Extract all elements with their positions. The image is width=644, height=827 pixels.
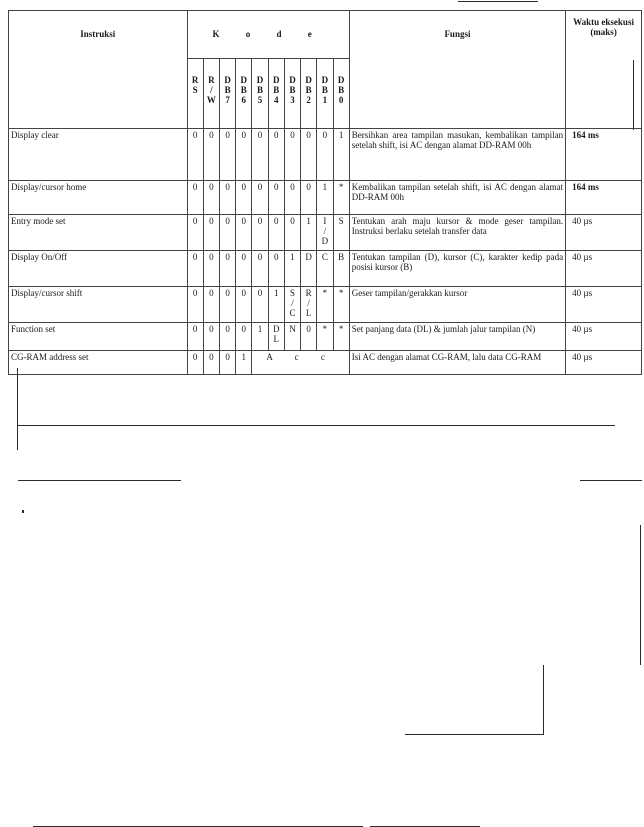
bit-cell: D [301, 251, 317, 287]
bit-cell: N [284, 323, 300, 351]
header-instruksi: Instruksi [9, 11, 188, 129]
bit-cell: 0 [203, 287, 219, 323]
bit-cell: * [317, 287, 333, 323]
bit-cell: 0 [252, 181, 268, 215]
bit-cell: * [333, 287, 349, 323]
bit-cell: 0 [187, 251, 203, 287]
instruction-name: Display On/Off [9, 251, 188, 287]
bit-cell: 0 [268, 129, 284, 181]
bit-cell: 1 [252, 323, 268, 351]
bit-cell: 0 [236, 129, 252, 181]
bit-cell: C [317, 251, 333, 287]
bit-cell: 0 [236, 323, 252, 351]
header-fungsi: Fungsi [349, 11, 565, 129]
top-rule-right [458, 1, 538, 2]
bit-header: D B 7 [219, 59, 235, 129]
bit-cell: 1 [333, 129, 349, 181]
function-description: Set panjang data (DL) & jumlah jalur tampilan (N) [349, 323, 565, 351]
header-waktu: Waktu eksekusi (maks) [566, 11, 642, 129]
function-description: Bersihkan area tampilan masukan, kembalikan tampilan setelah shift, isi AC dengan alamat DD-RAM 00h [349, 129, 565, 181]
execution-time: 40 µs [566, 287, 642, 323]
bit-cell: 0 [203, 251, 219, 287]
bit-cell: 0 [252, 287, 268, 323]
execution-time: 164 ms [566, 181, 642, 215]
bit-header: D B 5 [252, 59, 268, 129]
bit-cell: 0 [268, 215, 284, 251]
bit-cell: 0 [219, 351, 235, 375]
bit-cell: 0 [252, 129, 268, 181]
instruction-name: Display clear [9, 129, 188, 181]
bit-cell: 0 [219, 181, 235, 215]
separator-rule [17, 425, 615, 426]
function-description: Geser tampilan/gerakkan kursor [349, 287, 565, 323]
bit-cell: D L [268, 323, 284, 351]
bit-cell: 0 [219, 215, 235, 251]
bit-cell: I / D [317, 215, 333, 251]
execution-time: 40 µs [566, 251, 642, 287]
bit-cell: 0 [284, 215, 300, 251]
bit-header: D B 6 [236, 59, 252, 129]
table-row [9, 181, 642, 215]
bit-cell: S [333, 215, 349, 251]
bit-cell: 1 [236, 351, 252, 375]
bit-header: D B 4 [268, 59, 284, 129]
bit-cell: 0 [187, 351, 203, 375]
table-row [9, 129, 642, 181]
bit-cell: 0 [187, 287, 203, 323]
bit-cell: 1 [268, 287, 284, 323]
bit-cell: * [333, 181, 349, 215]
bit-cell: 0 [284, 181, 300, 215]
bit-cell: 0 [252, 251, 268, 287]
function-description: Kembalikan tampilan setelah shift, isi AC dengan alamat DD-RAM 00h [349, 181, 565, 215]
bit-cell: 0 [187, 323, 203, 351]
bit-cell: B [333, 251, 349, 287]
table-row [9, 287, 642, 323]
bit-cell: S / C [284, 287, 300, 323]
table-row [9, 351, 642, 375]
bit-header: D B 0 [333, 59, 349, 129]
bracket-horizontal [405, 734, 544, 735]
left-vertical-mark [17, 368, 18, 450]
bit-cell: 0 [301, 129, 317, 181]
bit-cell: 1 [301, 215, 317, 251]
bit-cell: 0 [219, 287, 235, 323]
bit-cell: 0 [187, 129, 203, 181]
function-description: Tentukan arah maju kursor & mode geser tampilan. Instruksi berlaku setelah transfer data [349, 215, 565, 251]
bit-cell: R / L [301, 287, 317, 323]
address-span: A c c [252, 351, 349, 375]
bit-header: R / W [203, 59, 219, 129]
bit-header: R S [187, 59, 203, 129]
bit-cell: 0 [203, 351, 219, 375]
bit-cell: 0 [236, 215, 252, 251]
bit-cell: 0 [236, 251, 252, 287]
bit-cell: 0 [187, 181, 203, 215]
execution-time: 40 µs [566, 323, 642, 351]
bit-header: D B 3 [284, 59, 300, 129]
bit-cell: 0 [219, 251, 235, 287]
bit-cell: 1 [284, 251, 300, 287]
table-row [9, 251, 642, 287]
function-description: Isi AC dengan alamat CG-RAM, lalu data CG-RAM [349, 351, 565, 375]
instruction-name: Function set [9, 323, 188, 351]
bit-cell: 0 [317, 129, 333, 181]
header-kode: K o d e [187, 11, 349, 59]
right-margin-mark-2 [640, 525, 641, 665]
instruction-name: Entry mode set [9, 215, 188, 251]
bit-cell: 0 [301, 181, 317, 215]
table-row [9, 323, 642, 351]
bracket-vertical [543, 665, 544, 735]
execution-time: 164 ms [566, 129, 642, 181]
bit-cell: 0 [203, 323, 219, 351]
dot-mark [22, 510, 24, 513]
short-rule-left [18, 480, 181, 481]
lcd-instruction-table [8, 10, 642, 375]
bit-cell: 0 [268, 251, 284, 287]
bit-cell: 0 [187, 215, 203, 251]
bit-cell: 0 [284, 129, 300, 181]
short-rule-right [580, 480, 642, 481]
bit-header: D B 1 [317, 59, 333, 129]
instruction-name: CG-RAM address set [9, 351, 188, 375]
bit-cell: 0 [236, 181, 252, 215]
bit-header: D B 2 [301, 59, 317, 129]
bit-cell: 0 [203, 215, 219, 251]
bit-cell: * [317, 323, 333, 351]
bit-cell: 0 [219, 323, 235, 351]
instruction-name: Display/cursor shift [9, 287, 188, 323]
bit-cell: 0 [252, 215, 268, 251]
instruction-name: Display/cursor home [9, 181, 188, 215]
bit-cell: 0 [203, 181, 219, 215]
table-row [9, 215, 642, 251]
execution-time: 40 µs [566, 351, 642, 375]
bit-cell: * [333, 323, 349, 351]
bit-cell: 1 [317, 181, 333, 215]
bit-cell: 0 [219, 129, 235, 181]
bit-cell: 0 [203, 129, 219, 181]
bit-cell: 0 [301, 323, 317, 351]
bit-cell: 0 [268, 181, 284, 215]
bit-cell: 0 [236, 287, 252, 323]
function-description: Tentukan tampilan (D), kursor (C), karakter kedip pada posisi kursor (B) [349, 251, 565, 287]
execution-time: 40 µs [566, 215, 642, 251]
